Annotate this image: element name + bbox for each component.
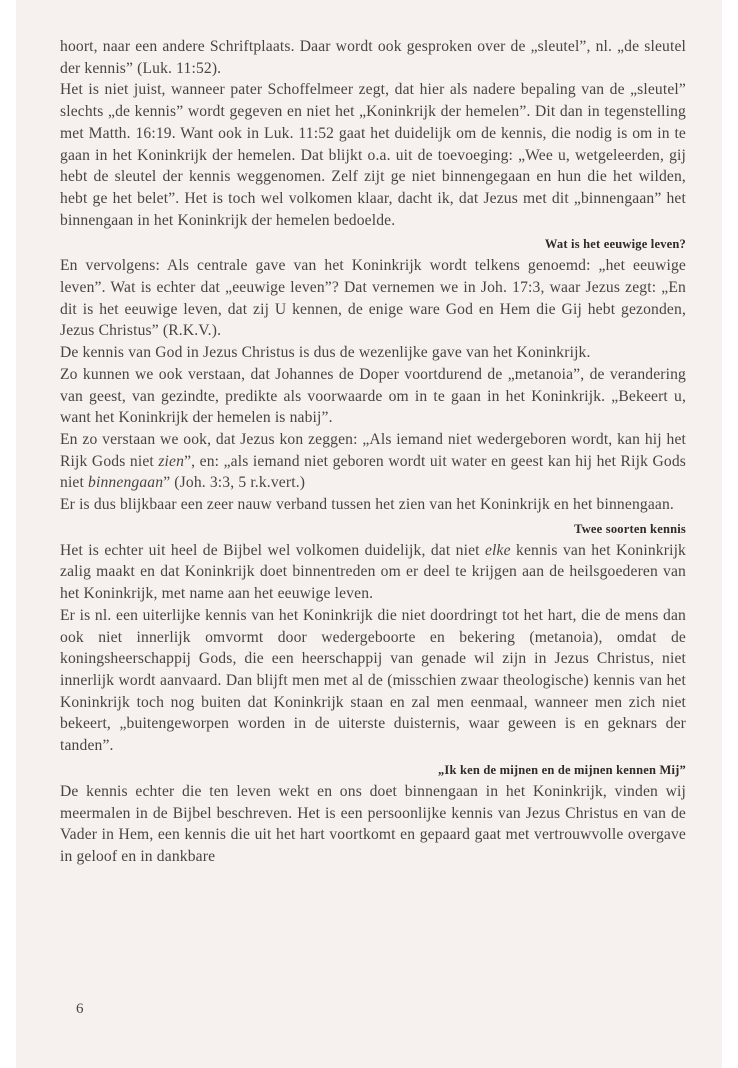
section-heading-know-mine: „Ik ken de mijnen en de mijnen kennen Mij” [437,762,686,777]
text-run: ”, en: „als iemand niet geboren wordt uit water en geest kan hij het Rijk Gods niet [60,452,686,492]
paragraph [60,429,686,494]
paragraph: En vervolgens: Als centrale gave van het Koninkrijk wordt telkens genoemd: „het eeuwige leven”. Wat is echter dat „eeuwige leven”? Dat vernemen we in Joh. 17:3, waar Jezus zegt: „En dit is het eeuwige leven, dat zij U kennen, de enige ware God en Hem die Gij hebt gezonden, Jezus Christus” (R.K.V.). [60,257,686,340]
section-heading-two-kinds: Twee soorten kennis [574,521,686,536]
emphasis-text: zien [158,452,185,470]
paragraph: Er is nl. een uiterlijke kennis van het Koninkrijk die niet doordringt tot het hart, die de mens dan ook niet innerlijk omvormt door wedergeboorte en bekering (metanoia), omdat de koningsheerschappij Gods, die een heerschappij van genade wil zijn in Jezus Christus, niet innerlijk wordt aanvaard. Dan blijft men met al de (misschien zwaar theologische) kennis van het Koninkrijk toch nog buiten dat Koninkrijk staan en zal men eenmaal, wanneer men zich niet bekeert, „buitengeworpen worden in de uiterste duisternis, waar geween is en geknars der tanden”. [60,606,686,755]
paragraph: Het is niet juist, wanneer pater Schoffelmeer zegt, dat hier als nadere bepaling van de „sleutel” slechts „de kennis” wordt gegeven en niet het „Koninkrijk der hemelen”. Dit dan in tegenstelling met Matth. 16:19. Want ook in Luk. 11:52 gaat het duidelijk om de kennis, die nodig is om in te gaan in het Koninkrijk der hemelen. Dat blijkt o.a. uit de toevoeging: „Wee u, wetgeleerden, gij hebt de sleutel der kennis weggenomen. Zelf zijt ge niet binnengegaan en hun die het wilden, hebt ge het belet”. Het is toch wel volkomen klaar, dacht ik, dat Jezus met dit „binnengaan” het binnengaan in het Koninkrijk der hemelen bedoelde. [60,81,686,229]
paragraph [60,540,686,605]
section-heading-eternal-life: Wat is het eeuwige leven? [544,237,686,252]
book-page [16,0,722,1068]
text-run: kennis van het Koninkrijk zalig maakt en dat Koninkrijk doet binnentreden om er deel te krijgen aan de heilsgoederen van het Koninkrijk, met name aan het eeuwige leven. [60,541,686,603]
page-number: 6 [76,1001,84,1017]
paragraph: hoort, naar een andere Schriftplaats. Daar wordt ook gesproken over de „sleutel”, nl. „de sleutel der kennis” (Luk. 11:52). [60,38,686,77]
page-body [60,36,686,868]
text-run: ” (Joh. 3:3, 5 r.k.vert.) [163,474,306,492]
paragraph: De kennis echter die ten leven wekt en ons doet binnengaan in het Koninkrijk, vinden wij meermalen in de Bijbel beschreven. Het is een persoonlijke kennis van Jezus Christus en van de Vader in Hem, een kennis die uit het hart voortkomt en gepaard gaat met vertrouwvolle overgave in geloof en in dankbare [60,782,686,865]
text-run: Het is echter uit heel de Bijbel wel volkomen duidelijk, dat niet [60,541,485,559]
paragraph: Zo kunnen we ook verstaan, dat Johannes de Doper voortdurend de „metanoia”, de verandering van geest, van gezindte, predikte als voorwaarde om in te gaan in het Koninkrijk. „Bekeert u, want het Koninkrijk der hemelen is nabij”. [60,365,686,427]
emphasis-text: elke [484,541,511,559]
paragraph: Er is dus blijkbaar een zeer nauw verband tussen het zien van het Koninkrijk en het binnengaan. [60,496,674,514]
emphasis-text: binnengaan [88,474,164,492]
paragraph: De kennis van God in Jezus Christus is dus de wezenlijke gave van het Koninkrijk. [60,344,591,362]
text-run: En zo verstaan we ook, dat Jezus kon zeggen: „Als iemand niet wedergeboren wordt, kan hij het Rijk Gods niet [60,430,686,470]
